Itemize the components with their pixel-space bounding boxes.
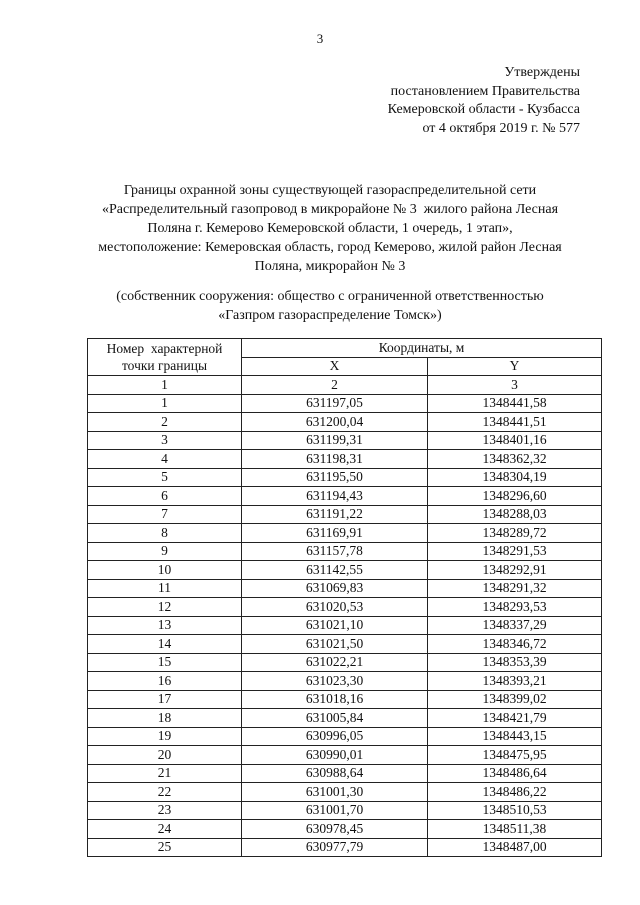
- point-number-cell: 7: [88, 505, 242, 524]
- point-number-cell: 4: [88, 450, 242, 469]
- approval-line: Утверждены: [504, 65, 580, 80]
- point-number-cell: 8: [88, 524, 242, 543]
- point-number-cell: 20: [88, 746, 242, 765]
- approval-line: постановлением Правительства: [390, 83, 580, 99]
- table-row: [88, 450, 602, 469]
- point-number-cell: 21: [88, 764, 242, 783]
- table-row: [88, 616, 602, 635]
- page-number: 3: [316, 31, 324, 46]
- point-number-cell: 14: [88, 635, 242, 654]
- table-row: [88, 598, 602, 617]
- table-row: [88, 413, 602, 432]
- x-coordinate-cell: 631023,30: [242, 672, 428, 691]
- table-row: [88, 746, 602, 765]
- y-coordinate-cell: 1348353,39: [428, 653, 602, 672]
- x-coordinate-cell: 631194,43: [242, 487, 428, 506]
- point-number-cell: 17: [88, 690, 242, 709]
- table-row: [88, 690, 602, 709]
- x-coordinate-cell: 630990,01: [242, 746, 428, 765]
- x-coordinate-cell: 630988,64: [242, 764, 428, 783]
- y-coordinate-cell: 1348291,32: [428, 579, 602, 598]
- point-number-cell: 19: [88, 727, 242, 746]
- column-number: 1: [88, 376, 242, 395]
- column-number: 3: [428, 376, 602, 395]
- table-row: [88, 709, 602, 728]
- title-line: Поляна, микрорайон № 3: [254, 259, 406, 274]
- table-row: [88, 801, 602, 820]
- y-coordinate-cell: 1348289,72: [428, 524, 602, 543]
- title-line: «Распределительный газопровод в микрорайоне № 3 жилого района Лесная: [101, 202, 559, 217]
- x-coordinate-cell: 631142,55: [242, 561, 428, 580]
- y-coordinate-cell: 1348401,16: [428, 431, 602, 450]
- table-row: [88, 727, 602, 746]
- x-coordinate-cell: 630978,45: [242, 820, 428, 839]
- y-coordinate-cell: 1348337,29: [428, 616, 602, 635]
- x-coordinate-cell: 631001,30: [242, 783, 428, 802]
- y-coordinate-cell: 1348288,03: [428, 505, 602, 524]
- table-row: [88, 561, 602, 580]
- x-coordinate-cell: 631020,53: [242, 598, 428, 617]
- title-line: местоположение: Кемеровская область, город Кемерово, жилой район Лесная: [98, 240, 562, 255]
- x-coordinate-cell: 631197,05: [242, 394, 428, 413]
- point-number-cell: 6: [88, 487, 242, 506]
- x-coordinate-cell: 631200,04: [242, 413, 428, 432]
- x-coordinate-cell: 631005,84: [242, 709, 428, 728]
- x-coordinate-cell: 630996,05: [242, 727, 428, 746]
- table-row: [88, 431, 602, 450]
- point-number-cell: 1: [88, 394, 242, 413]
- x-coordinate-cell: 630977,79: [242, 838, 428, 857]
- y-coordinate-cell: 1348487,00: [428, 838, 602, 857]
- y-coordinate-cell: 1348393,21: [428, 672, 602, 691]
- title-line: Границы охранной зоны существующей газораспределительной сети: [123, 183, 537, 198]
- x-coordinate-cell: 631021,10: [242, 616, 428, 635]
- x-coordinate-cell: 631157,78: [242, 542, 428, 561]
- point-number-cell: 18: [88, 709, 242, 728]
- y-coordinate-cell: 1348346,72: [428, 635, 602, 654]
- owner-line: (собственник сооружения: общество с ограниченной ответственностью: [116, 289, 544, 304]
- approval-line: Кемеровской области - Кузбасса: [387, 102, 580, 117]
- point-number-cell: 15: [88, 653, 242, 672]
- x-coordinate-cell: 631198,31: [242, 450, 428, 469]
- header-coordinates: Координаты, м: [242, 339, 602, 358]
- x-coordinate-cell: 631021,50: [242, 635, 428, 654]
- table-row: [88, 394, 602, 413]
- x-coordinate-cell: 631022,21: [242, 653, 428, 672]
- table-row: [88, 524, 602, 543]
- point-number-cell: 2: [88, 413, 242, 432]
- y-coordinate-cell: 1348291,53: [428, 542, 602, 561]
- table-header-row: [88, 339, 602, 358]
- point-number-cell: 23: [88, 801, 242, 820]
- header-point-number: Номер характерной точки границы: [88, 339, 242, 376]
- point-number-cell: 22: [88, 783, 242, 802]
- y-coordinate-cell: 1348421,79: [428, 709, 602, 728]
- table-row: [88, 764, 602, 783]
- y-coordinate-cell: 1348296,60: [428, 487, 602, 506]
- table-body: [88, 394, 602, 857]
- point-number-cell: 3: [88, 431, 242, 450]
- document-title: [60, 181, 600, 276]
- owner-line: «Газпром газораспределение Томск»): [218, 308, 442, 323]
- x-coordinate-cell: 631195,50: [242, 468, 428, 487]
- table-row: [88, 820, 602, 839]
- table-row: [88, 579, 602, 598]
- table-row: [88, 542, 602, 561]
- point-number-cell: 10: [88, 561, 242, 580]
- header-x: X: [242, 357, 428, 376]
- point-number-cell: 24: [88, 820, 242, 839]
- header-y: Y: [428, 357, 602, 376]
- table-row: [88, 672, 602, 691]
- x-coordinate-cell: 631169,91: [242, 524, 428, 543]
- point-number-cell: 13: [88, 616, 242, 635]
- table-row: [88, 783, 602, 802]
- x-coordinate-cell: 631199,31: [242, 431, 428, 450]
- point-number-cell: 11: [88, 579, 242, 598]
- y-coordinate-cell: 1348510,53: [428, 801, 602, 820]
- title-line: Поляна г. Кемерово Кемеровской области, 1 очередь, 1 этап»,: [147, 221, 513, 236]
- y-coordinate-cell: 1348304,19: [428, 468, 602, 487]
- point-number-cell: 16: [88, 672, 242, 691]
- x-coordinate-cell: 631001,70: [242, 801, 428, 820]
- y-coordinate-cell: 1348399,02: [428, 690, 602, 709]
- approval-line: от 4 октября 2019 г. № 577: [422, 120, 580, 136]
- table-row: [88, 468, 602, 487]
- y-coordinate-cell: 1348441,58: [428, 394, 602, 413]
- y-coordinate-cell: 1348486,22: [428, 783, 602, 802]
- point-number-cell: 12: [88, 598, 242, 617]
- table-row: [88, 653, 602, 672]
- approval-stamp: [388, 64, 580, 138]
- coordinates-table: [87, 338, 602, 857]
- y-coordinate-cell: 1348443,15: [428, 727, 602, 746]
- point-number-cell: 5: [88, 468, 242, 487]
- table-row: [88, 487, 602, 506]
- y-coordinate-cell: 1348441,51: [428, 413, 602, 432]
- x-coordinate-cell: 631069,83: [242, 579, 428, 598]
- point-number-cell: 9: [88, 542, 242, 561]
- x-coordinate-cell: 631018,16: [242, 690, 428, 709]
- y-coordinate-cell: 1348293,53: [428, 598, 602, 617]
- point-number-cell: 25: [88, 838, 242, 857]
- y-coordinate-cell: 1348511,38: [428, 820, 602, 839]
- y-coordinate-cell: 1348486,64: [428, 764, 602, 783]
- table-row: [88, 505, 602, 524]
- y-coordinate-cell: 1348292,91: [428, 561, 602, 580]
- column-number-row: [88, 376, 602, 395]
- owner-note: [60, 287, 600, 325]
- column-number: 2: [242, 376, 428, 395]
- table-row: [88, 635, 602, 654]
- x-coordinate-cell: 631191,22: [242, 505, 428, 524]
- table-row: [88, 838, 602, 857]
- y-coordinate-cell: 1348475,95: [428, 746, 602, 765]
- y-coordinate-cell: 1348362,32: [428, 450, 602, 469]
